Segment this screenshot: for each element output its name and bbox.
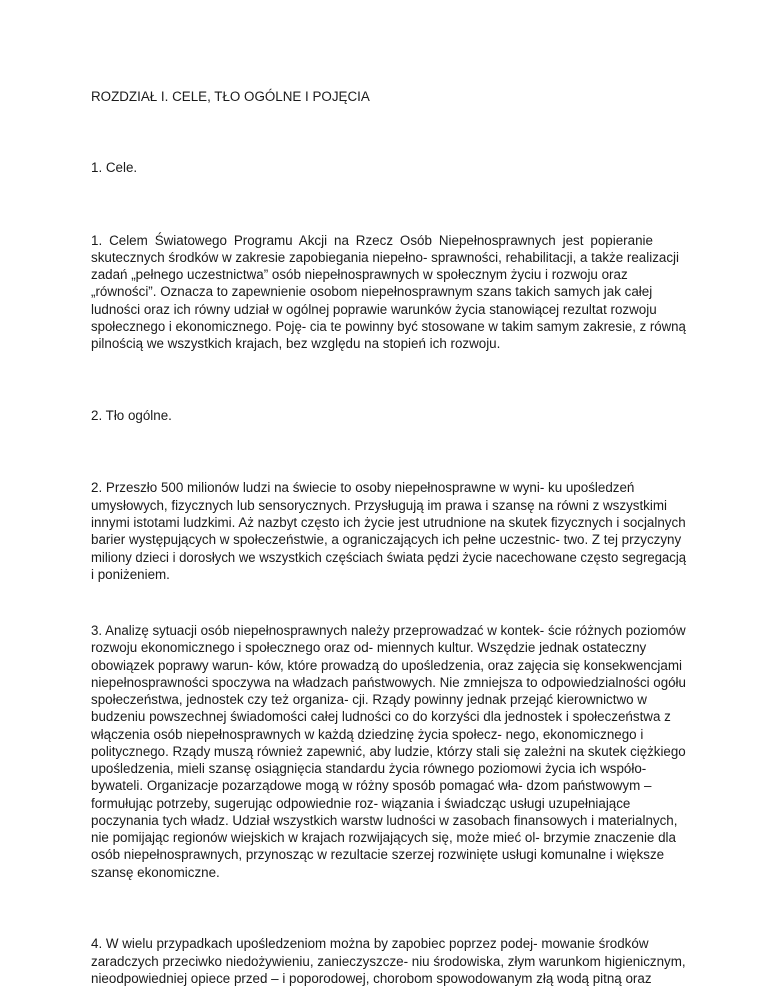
paragraph-2-line: barier występujących w społeczeństwie, a ograniczających ich pełne uczestnic- two. Z tej przyczyny <box>91 532 682 548</box>
paragraph-3-line: 3. Analizę sytuacji osób niepełnosprawnych należy przeprowadzać w kontek- ście różnych poziomów <box>91 623 686 639</box>
paragraph-1-line: ludności oraz ich równy udział w ogólnej poprawie warunków życia stanowiącej rezultat rozwoju <box>91 301 657 317</box>
paragraph-1-line: zadań „pełnego uczestnictwa” osób niepełnosprawnych w społecznym życiu i rozwoju oraz <box>91 267 628 283</box>
paragraph-3-line: rozwoju ekonomicznego i społecznego oraz od- miennych kultur. Wszędzie jednak ostateczny <box>91 640 647 656</box>
section-2-heading: 2. Tło ogólne. <box>91 407 172 423</box>
paragraph-4-line: zaradczych przeciwko niedożywieniu, zanieczyszcze- niu środowiska, złym warunkom higienicznym, <box>91 953 686 969</box>
paragraph-1-line: pilnością we wszystkich krajach, bez względu na stopień ich rozwoju. <box>91 336 501 352</box>
section-1-heading: 1. Cele. <box>91 159 138 175</box>
paragraph-1-line: „równości”. Oznacza to zapewnienie osobom niepełnosprawnym szans takich samych jak całej <box>91 284 653 300</box>
paragraph-3-line: formułując potrzeby, sugerując odpowiednie roz- wiązania i świadcząc usługi uzupełniające <box>91 795 631 811</box>
chapter-title: ROZDZIAŁ I. CELE, TŁO OGÓLNE I POJĘCIA <box>91 89 370 104</box>
paragraph-1-line: społecznego i ekonomicznego. Poję- cia te powinny być stosowane w takim samym zakresie, z równą <box>91 318 686 334</box>
paragraph-1-line: 1. Celem Światowego Programu Akcji na Rzecz Osób Niepełnosprawnych jest popieranie <box>91 232 653 248</box>
paragraph-3-line: politycznego. Rządy muszą również zapewnić, aby ludzie, którzy stali się zależni na skutek ciężkiego <box>91 743 686 759</box>
paragraph-3-line: niepełnosprawności spoczywa na władzach państwowych. Nie zmniejsza to odpowiedzialności ogółu <box>91 674 686 690</box>
paragraph-2-line: 2. Przeszło 500 milionów ludzi na świecie to osoby niepełnosprawne w wyni- ku upośledzeń <box>91 480 635 496</box>
paragraph-3-line: bywateli. Organizacje pozarządowe mogą w różny sposób pomagać wła- dzom państwowym – <box>91 778 652 794</box>
paragraph-3-line: społeczeństwa, jednostek czy też organiza- cji. Rządy powinny jednak przejąć kierownictwo w <box>91 692 647 708</box>
paragraph-3-line: upośledzenia, mieli szansę osiągnięcia standardu życia równego poziomowi życia ich współo- <box>91 761 647 777</box>
paragraph-3-line: obowiązek poprawy warun- ków, które prowadzą do upośledzenia, oraz zajęcia się konsekwencjami <box>91 657 682 673</box>
paragraph-3-line: szansę ekonomiczne. <box>91 864 220 880</box>
paragraph-3-line: nie pomijając regionów wiejskich w krajach rozwijających się, może mieć ol- brzymie znaczenie dla <box>91 830 676 846</box>
paragraph-2-line: miliony dzieci i dorosłych we wszystkich częściach świata pędzi życie nacechowane często segregacją <box>91 549 687 565</box>
paragraph-3-line: osób niepełnosprawnych, przynosząc w rezultacie szerzej rozwinięte usługi komunalne i większe <box>91 847 665 863</box>
paragraph-3-line: włączenia osób niepełnosprawnych w każdą dziedzinę życia społecz- nego, ekonomicznego i <box>91 726 644 742</box>
paragraph-3-line: budzeniu powszechnej świadomości całej ludności co do korzyści dla jednostek i społeczeństwa z <box>91 709 671 725</box>
paragraph-2-line: i poniżeniem. <box>91 566 170 582</box>
paragraph-3-line: poczynania tych władz. Udział wszystkich warstw ludności w zasobach finansowych i materialnych, <box>91 812 678 828</box>
paragraph-1-line: skutecznych środków w zakresie zapobiegania niepełno- sprawności, rehabilitacji, a także realizacji <box>91 249 679 265</box>
paragraph-4-line: nieodpowiedniej opiece przed – i poporodowej, chorobom spowodowanym złą wodą pitną oraz <box>91 971 652 986</box>
paragraph-4-line: 4. W wielu przypadkach upośledzeniom można by zapobiec poprzez podej- mowanie środków <box>91 936 649 952</box>
paragraph-2-line: umysłowych, fizycznych lub sensorycznych. Przysługują im prawa i szansę na równi z wszystkimi <box>91 497 667 513</box>
paragraph-2-line: innymi istotami ludzkimi. Aż nazbyt często ich życie jest utrudnione na skutek fizycznych i socjalnych <box>91 515 686 530</box>
